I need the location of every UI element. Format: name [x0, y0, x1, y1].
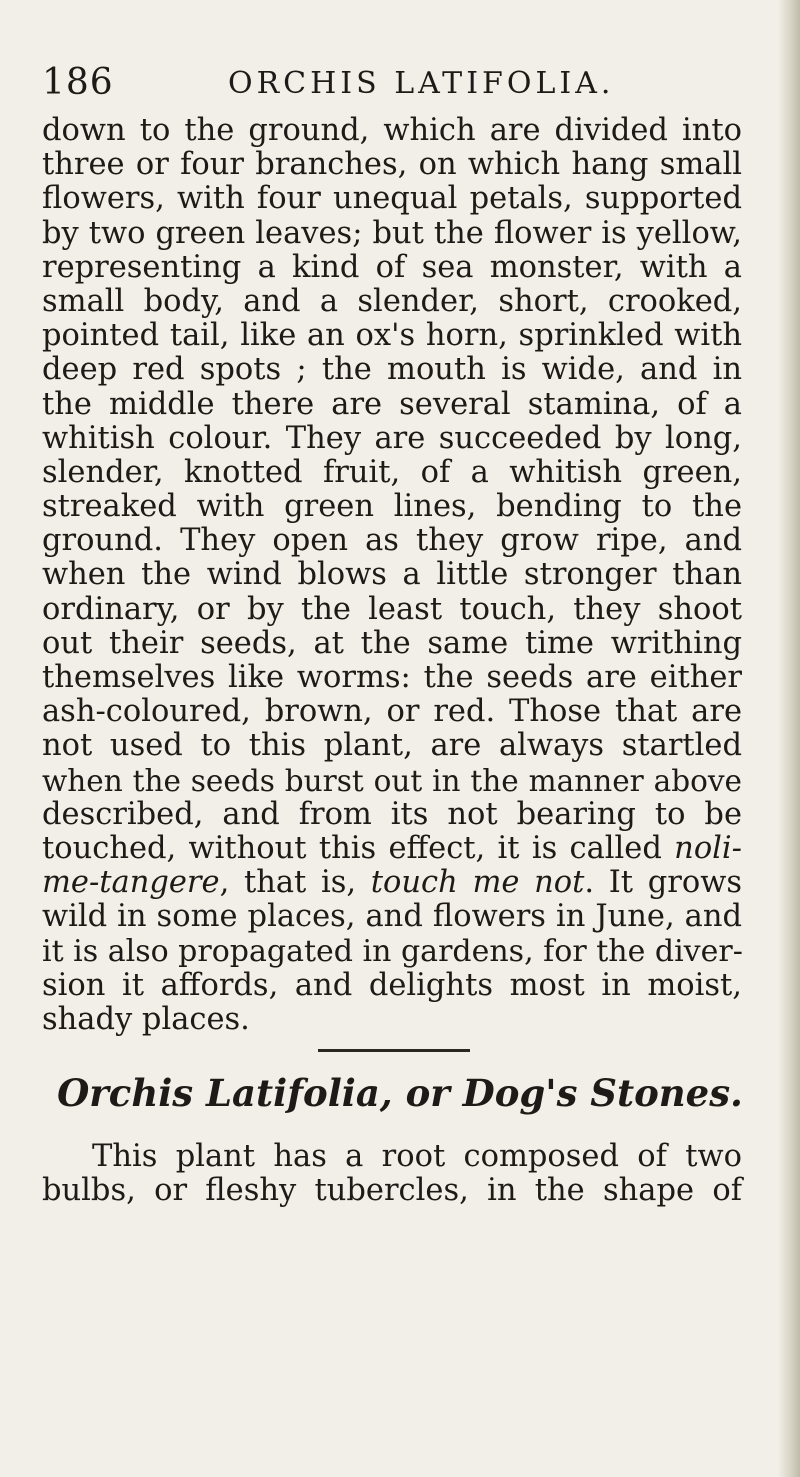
text-run: touched, without this effect, it is called	[42, 830, 675, 866]
text-line: streaked with green lines, bending to the	[42, 489, 742, 525]
page-header	[42, 62, 742, 110]
text-line: out their seeds, at the same time writhing	[42, 625, 742, 661]
text-line: by two green leaves; but the flower is yellow,	[42, 215, 742, 251]
text-line: shady places.	[42, 1001, 250, 1037]
text-line: not used to this plant, are always startled	[42, 728, 742, 764]
text-line: three or four branches, on which hang small	[42, 147, 742, 183]
text-line: slender, knotted fruit, of a whitish green,	[42, 454, 742, 490]
text-run: , that is,	[219, 865, 371, 901]
text-line: flowers, with four unequal petals, supported	[42, 181, 742, 217]
text-line: This plant has a root composed of two	[92, 1139, 742, 1174]
text-line: described, and from its not bearing to be	[42, 796, 742, 832]
text-run: . It grows	[584, 865, 742, 901]
text-line: ground. They open as they grow ripe, and	[42, 523, 742, 559]
text-line: whitish colour. They are succeeded by long,	[42, 420, 742, 456]
text-line: when the wind blows a little stronger than	[42, 557, 742, 593]
section-title: Orchis Latifolia, or Dog's Stones.	[57, 1071, 743, 1115]
page-edge-shadow	[778, 0, 800, 1477]
running-head: ORCHIS LATIFOLIA.	[228, 66, 615, 101]
text-line: deep red spots ; the mouth is wide, and in	[42, 352, 742, 388]
text-line: representing a kind of sea monster, with a	[42, 249, 742, 285]
text-line: down to the ground, which are divided into	[42, 113, 742, 148]
text-line: bulbs, or fleshy tubercles, in the shape of	[42, 1173, 742, 1209]
text-line: the middle there are several stamina, of a	[42, 386, 742, 422]
italic-term: me-tangere	[42, 865, 220, 901]
italic-term: touch me not	[370, 865, 585, 901]
text-line	[42, 866, 742, 900]
text-line: ordinary, or by the least touch, they shoot	[42, 591, 742, 627]
text-line: small body, and a slender, short, crooked,	[42, 283, 742, 319]
italic-term: noli-	[674, 830, 742, 866]
paragraph-1	[42, 114, 742, 1037]
page-number: 186	[42, 62, 114, 103]
paragraph-2	[42, 1140, 742, 1208]
text-line: wild in some places, and flowers in June, and	[42, 899, 742, 935]
text-line: ash-coloured, brown, or red. Those that are	[42, 694, 742, 730]
text-line: it is also propagated in gardens, for the diver-	[42, 933, 743, 969]
text-line: themselves like worms: the seeds are either	[42, 660, 742, 695]
text-line: pointed tail, like an ox's horn, sprinkled with	[42, 318, 742, 354]
text-line: sion it affords, and delights most in moist,	[42, 967, 742, 1003]
text-line: when the seeds burst out in the manner above	[42, 763, 742, 798]
text-line	[42, 832, 742, 866]
section-divider	[318, 1049, 470, 1052]
